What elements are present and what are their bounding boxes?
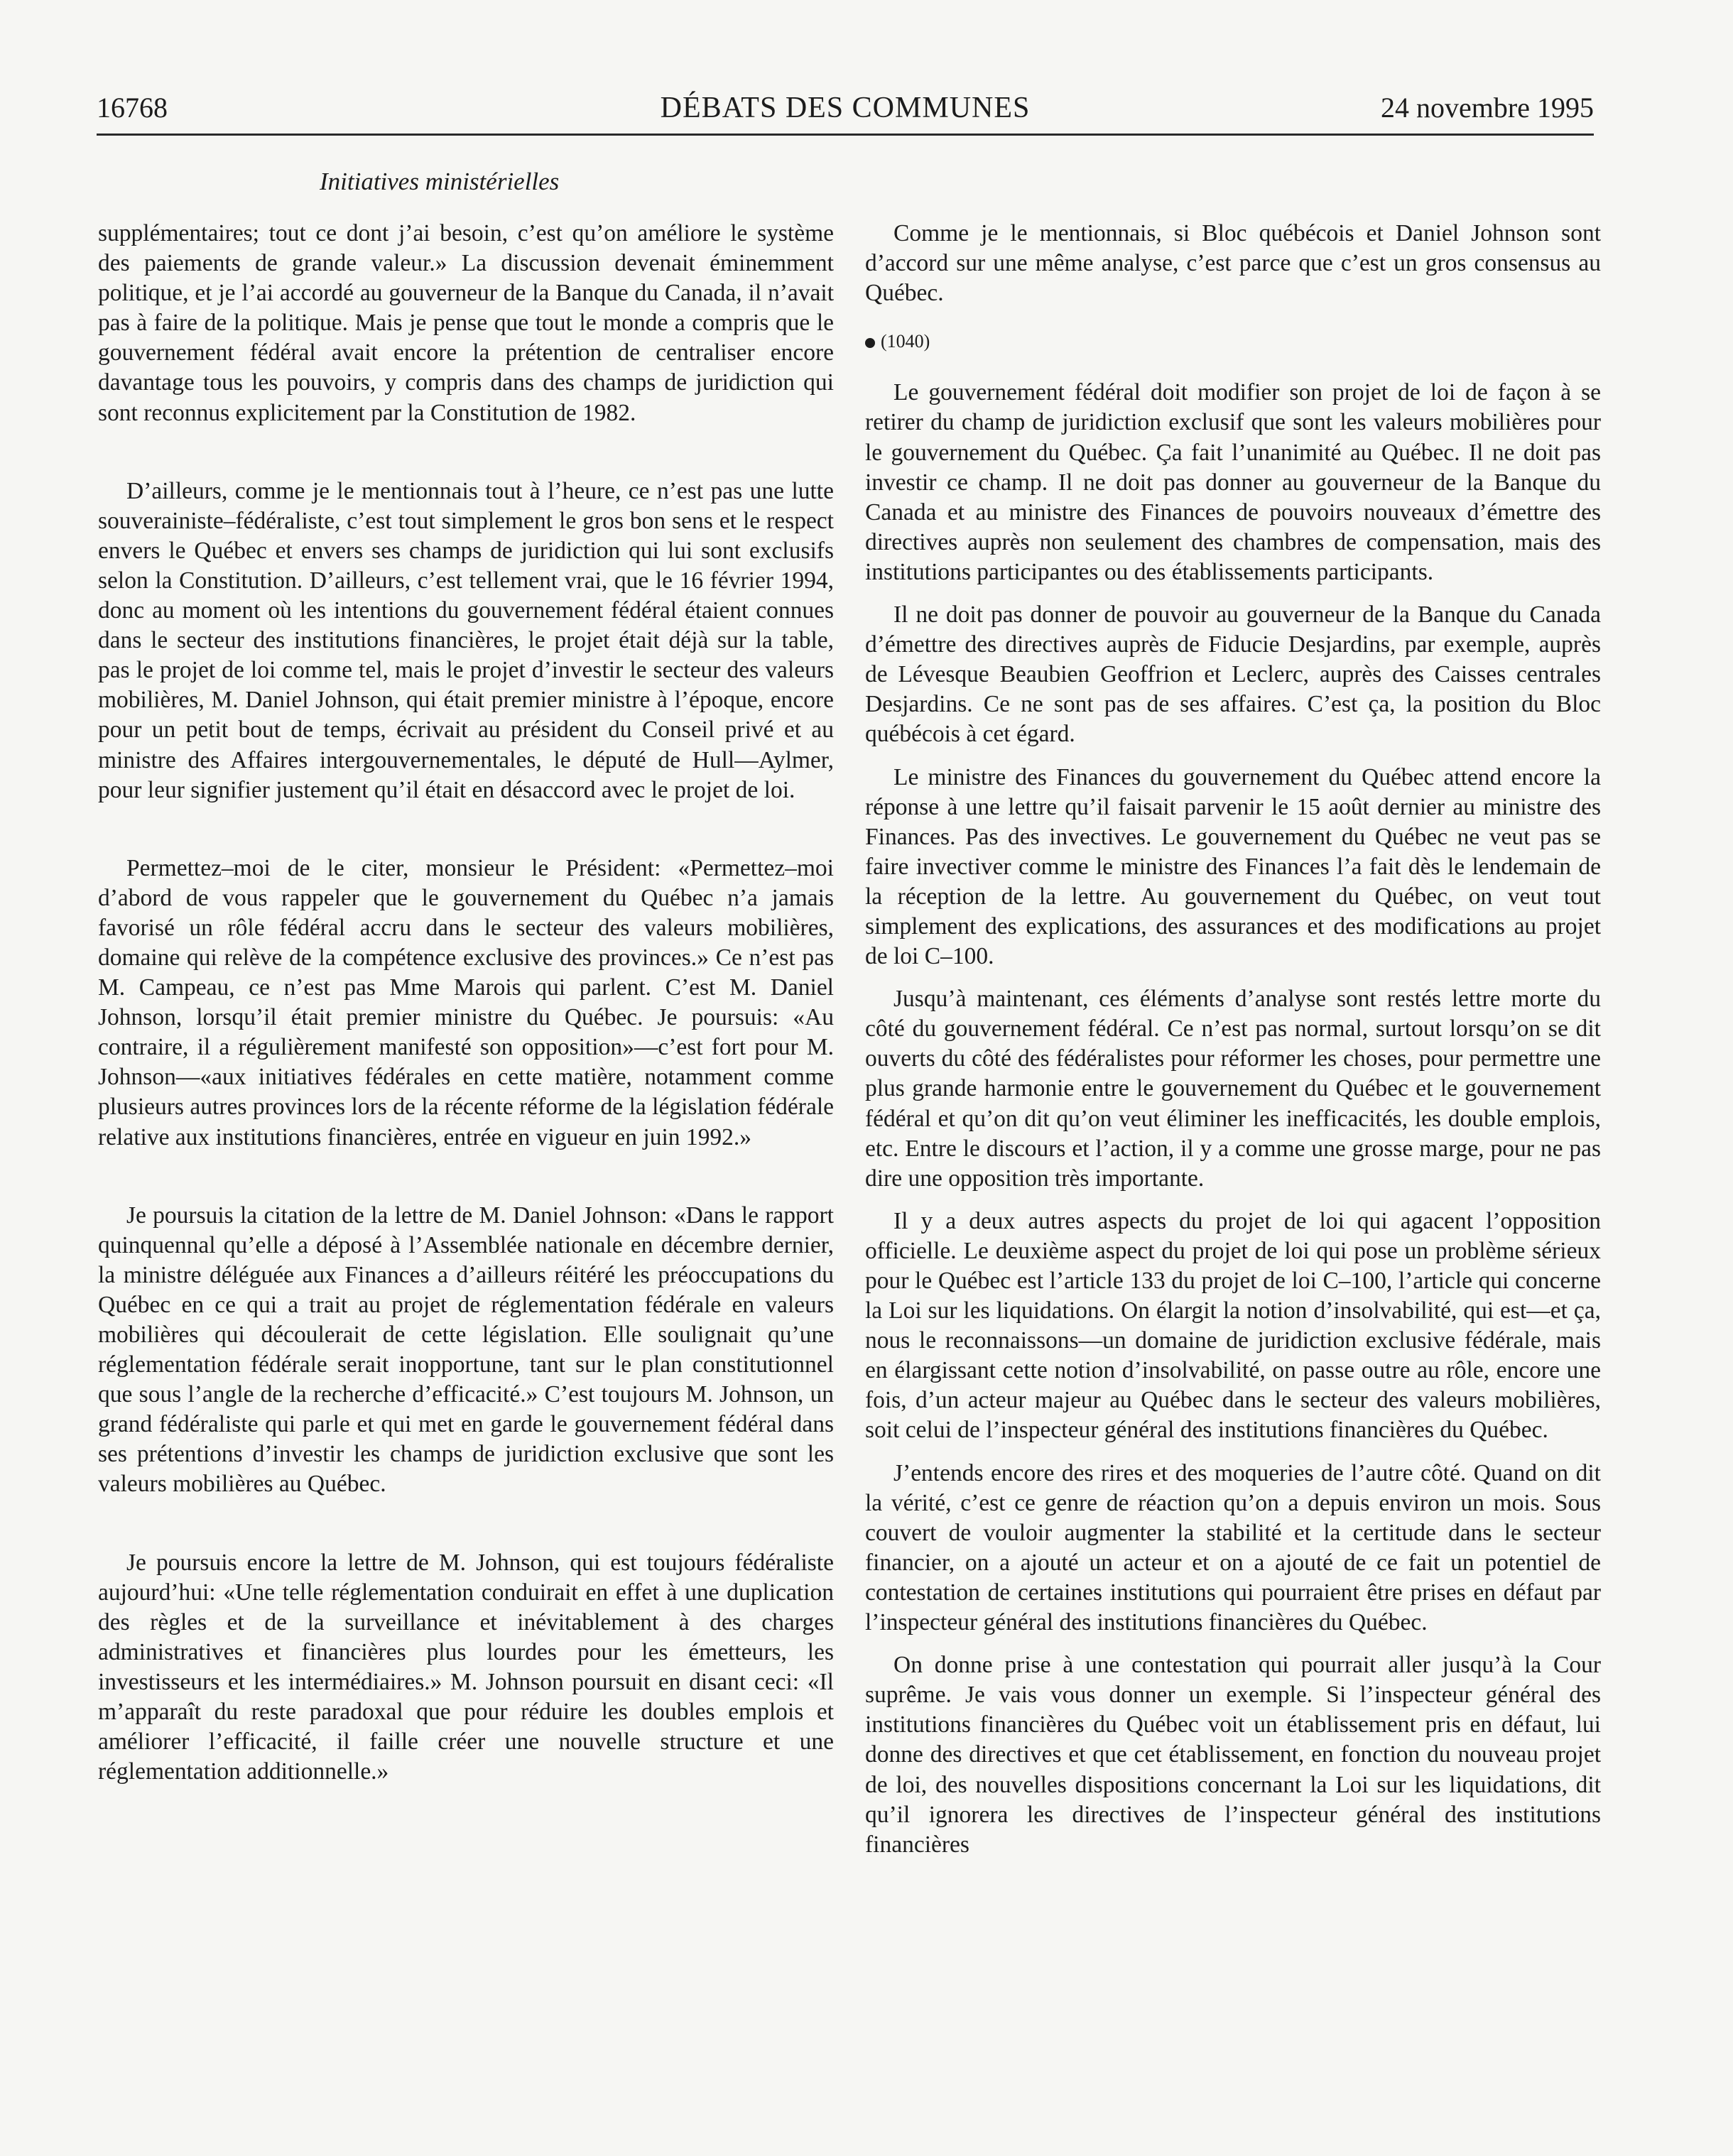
paragraph: D’ailleurs, comme je le mentionnais tout à l’heure, ce n’est pas une lutte souverainiste–fédéraliste, c’est tout simplement le gros bon sens et le respect envers le Québec et envers ses champs de juridiction qui lui sont exclusifs selon la Constitution. D’ailleurs, c’est tellement vrai, que le 16 février 1994, donc au moment où les intentions du gouvernement fédéral étaient connues dans le secteur des institutions financières, le projet était déjà sur la table, pas le projet de loi comme tel, mais le projet d’investir le secteur des valeurs mobilières, M. Daniel Johnson, qui était premier ministre à l’époque, encore pour un petit bout de temps, écrivait au président du Conseil privé et au ministre des Affaires intergouvernementales, le député de Hull—Aylmer, pour leur signifier justement qu’il était en désaccord avec le projet de loi. bbox=[98, 477, 834, 803]
time-marker-text: (1040) bbox=[881, 331, 930, 352]
time-marker bbox=[865, 327, 1601, 356]
paragraph: Comme je le mentionnais, si Bloc québécois et Daniel Johnson sont d’accord sur une même analyse, c’est parce que c’est un gros consensus au Québec. bbox=[865, 220, 1601, 307]
page-number: 16768 bbox=[97, 92, 168, 124]
paragraph: supplémentaires; tout ce dont j’ai besoin, c’est qu’on améliore le système des paiements de grande valeur.» La discussion devenait éminemment politique, et je l’ai accordé au gouverneur de la Banque du Canada, il n’avait pas à faire de la politique. Mais je pense que tout le monde a compris que le gouvernement fédéral avait encore la prétention de centraliser encore davantage tous les pouvoirs, y compris dans des champs de juridiction qui sont reconnus explicitement par la Constitution de 1982. bbox=[98, 220, 834, 426]
publication-title: DÉBATS DES COMMUNES bbox=[660, 92, 1031, 124]
section-title: Initiatives ministérielles bbox=[320, 168, 560, 195]
paragraph: Il y a deux autres aspects du projet de loi qui agacent l’opposition officielle. Le deuxième aspect du projet de loi qui pose un problème sérieux pour le Québec est l’article 133 du projet de loi C–100, l’article qui concerne la Loi sur les liquidations. On élargit la notion d’insolvabilité, qui est—et ça, nous le reconnaissons—un domaine de juridiction exclusive fédérale, mais en élargissant cette notion d’insolvabilité, on passe outre au rôle, encore une fois, d’un acteur majeur au Québec dans le secteur des valeurs mobilières, soit celui de l’inspecteur général des institutions financières du Québec. bbox=[865, 1207, 1601, 1444]
bullet-icon bbox=[865, 338, 875, 348]
paragraph: J’entends encore des rires et des moqueries de l’autre côté. Quand on dit la vérité, c’est ce genre de réaction qu’on a depuis environ un mois. Sous couvert de vouloir augmenter la stabilité et la certitude dans le secteur financier, on a ajouté un acteur et on a ajouté de ce fait un potentiel de contestation de certaines institutions qui pourraient être prises en défaut par l’inspecteur général des institutions financières du Québec. bbox=[865, 1459, 1601, 1636]
page-header bbox=[97, 91, 1594, 136]
paragraph: Le ministre des Finances du gouvernement du Québec attend encore la réponse à une lettre qu’il faisait parvenir le 15 août dernier au ministre des Finances. Pas des invectives. Le gouvernement du Québec ne veut pas se faire invectiver comme le ministre des Finances l’a fait dès le lendemain de la réception de la lettre. Au gouvernement du Québec, on veut tout simplement des explications, des assurances et des modifications au projet de loi C–100. bbox=[865, 763, 1601, 970]
paragraph: Le gouvernement fédéral doit modifier son projet de loi de façon à se retirer du champ de juridiction exclusif que sont les valeurs mobilières pour le gouvernement du Québec. Ça fait l’unanimité au Québec. Il ne doit pas investir ce champ. Il ne doit pas donner au gouverneur de la Banque du Canada et au ministre des Finances de pouvoirs nouveaux d’émettre des directives auprès non seulement des chambres de compensation, mais des institutions participantes ou des établissements participants. bbox=[865, 379, 1601, 585]
left-column bbox=[98, 219, 834, 1787]
paragraph: Permettez–moi de le citer, monsieur le Président: «Permettez–moi d’abord de vous rappeler que le gouvernement du Québec n’a jamais favorisé un rôle fédéral accru dans le secteur des valeurs mobilières, domaine qui relève de la compétence exclusive des provinces.» Ce n’est pas M. Campeau, ce n’est pas Mme Marois qui parlent. C’est M. Daniel Johnson, lorsqu’il était premier ministre du Québec. Je poursuis: «Au contraire, il a régulièrement manifesté son opposition»—c’est fort pour M. Johnson—«aux initiatives fédérales en cette matière, notamment comme plusieurs autres provinces lors de la récente réforme de la législation fédérale relative aux institutions financières, entrée en vigueur en juin 1992.» bbox=[98, 854, 834, 1150]
paragraph: Je poursuis encore la lettre de M. Johnson, qui est toujours fédéraliste aujourd’hui: «Une telle réglementation conduirait en effet à une duplication des règles et de la surveillance et inévitablement à des charges administratives et financières plus lourdes pour les émetteurs, les investisseurs et les intermédiaires.» M. Johnson poursuit en disant ceci: «Il m’apparaît du reste paradoxal que pour réduire les doubles emplois et améliorer l’efficacité, il faille créer une nouvelle structure et une réglementation additionnelle.» bbox=[98, 1549, 834, 1785]
page-date: 24 novembre 1995 bbox=[1381, 92, 1594, 124]
paragraph: On donne prise à une contestation qui pourrait aller jusqu’à la Cour suprême. Je vais vous donner un exemple. Si l’inspecteur général des institutions financières du Québec voit un établissement pris en défaut, lui donne des directives et que cet établissement, en fonction du nouveau projet de loi, des nouvelles dispositions concernant la Loi sur les liquidations, dit qu’il ignorera les directives de l’inspecteur général des institutions financières bbox=[865, 1652, 1601, 1858]
paragraph: Je poursuis la citation de la lettre de M. Daniel Johnson: «Dans le rapport quinquennal qu’elle a déposé à l’Assemblée nationale en décembre dernier, la ministre déléguée aux Finances a d’ailleurs réitéré les préoccupations du Québec en ce qui a trait au projet de réglementation fédérale en valeurs mobilières qui découlerait de cette législation. Elle soulignait qu’une réglementation fédérale serait inopportune, tant sur le plan constitutionnel que sous l’angle de la recherche d’efficacité.» C’est toujours M. Johnson, un grand fédéraliste qui parle et qui met en garde le gouvernement fédéral dans ses prétentions d’investir les champs de juridiction exclusive que sont les valeurs mobilières au Québec. bbox=[98, 1202, 834, 1498]
paragraph: Il ne doit pas donner de pouvoir au gouverneur de la Banque du Canada d’émettre des directives auprès de Fiducie Desjardins, par exemple, auprès de Lévesque Beaubien Geoffrion et Leclerc, auprès des Caisses centrales Desjardins. Ce ne sont pas de ses affaires. C’est ça, la position du Bloc québécois à cet égard. bbox=[865, 601, 1601, 748]
right-column bbox=[865, 219, 1601, 1860]
paragraph: Jusqu’à maintenant, ces éléments d’analyse sont restés lettre morte du côté du gouvernement fédéral. Ce n’est pas normal, surtout lorsqu’on se dit ouverts du côté des fédéralistes pour réformer les choses, pour permettre une plus grande harmonie entre le gouvernement du Québec et le gouvernement fédéral et qu’on dit qu’on veut éliminer les inefficacités, les double emplois, etc. Entre le discours et l’action, il y a comme une grosse marge, pour ne pas dire une opposition très importante. bbox=[865, 986, 1601, 1192]
